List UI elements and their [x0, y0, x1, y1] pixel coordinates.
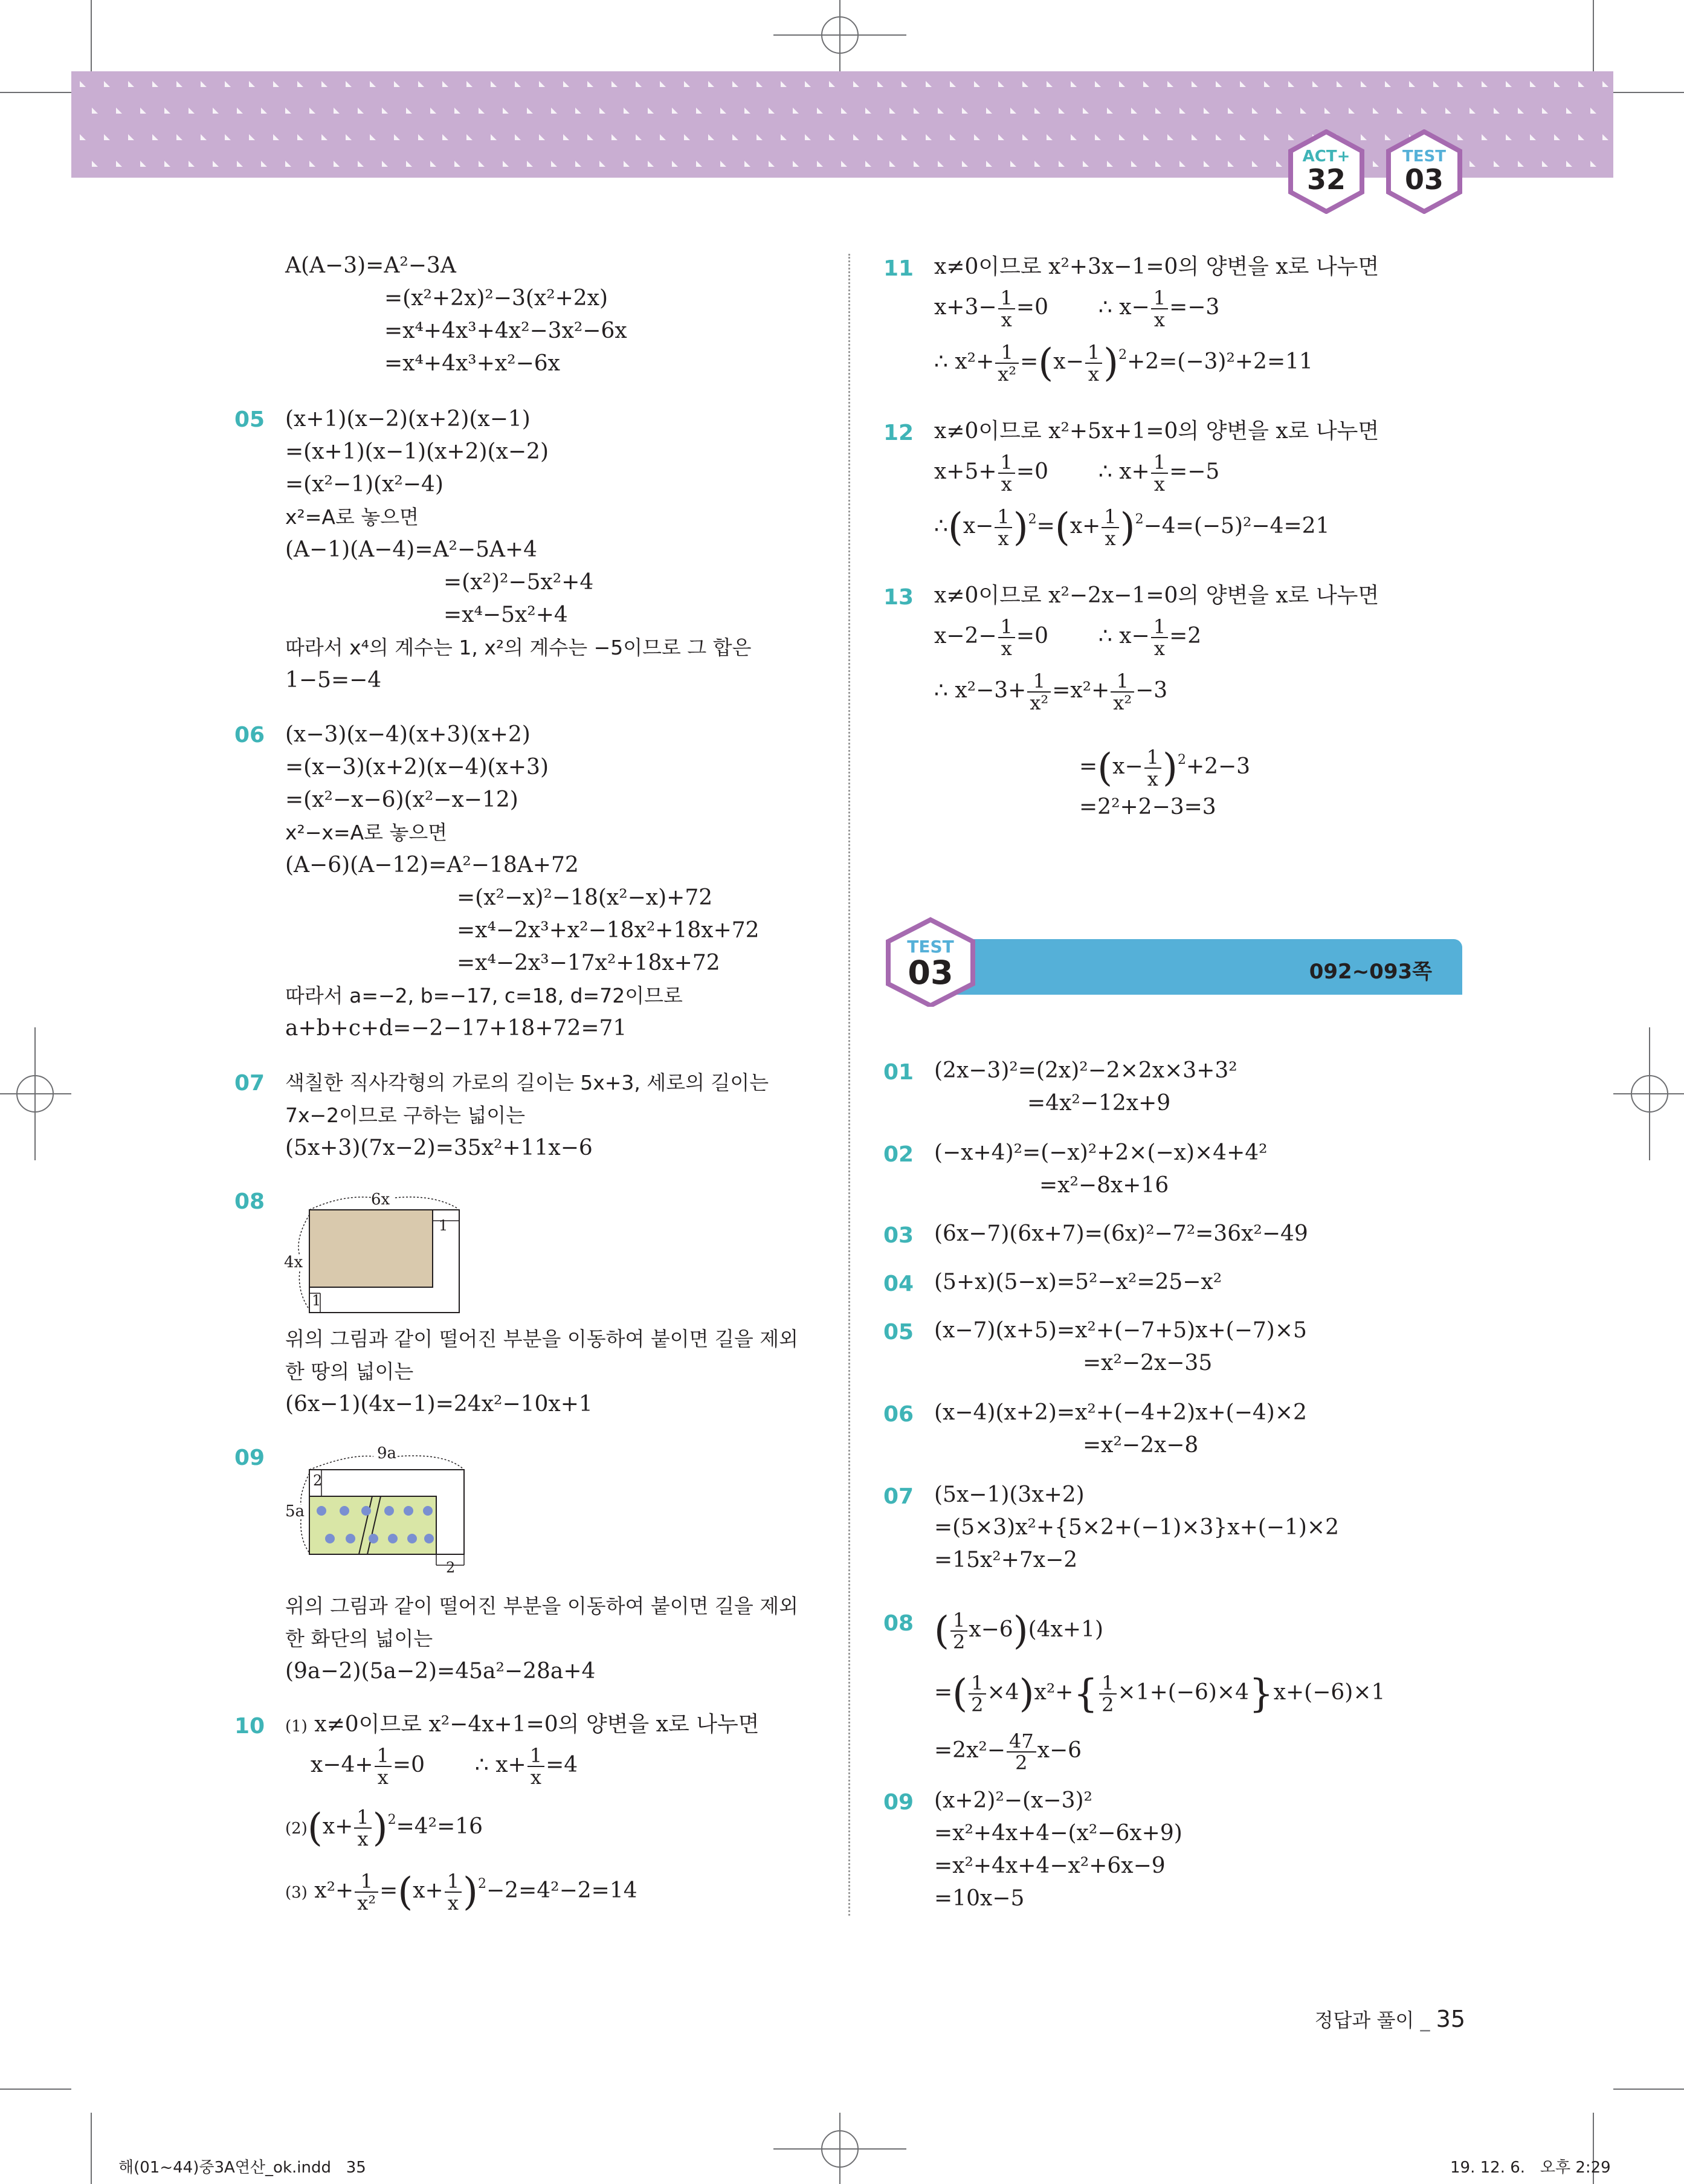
- p06-line: (A−6)(A−12)=A²−18A+72: [285, 853, 579, 877]
- p10-l1-text: x≠0이므로 x²−4x+1=0의 양변을 x로 나누면: [314, 1712, 760, 1737]
- fraction: [1144, 747, 1161, 789]
- fraction-numerator: 1: [1027, 671, 1051, 693]
- p13-l2-a: x−2−: [934, 624, 997, 648]
- p10-l3-a: x+: [322, 1814, 353, 1839]
- p11-l2-d: =−3: [1169, 295, 1220, 320]
- fraction-numerator: 1: [1151, 452, 1168, 474]
- registration-mark-right: [1613, 1027, 1684, 1160]
- print-timestamp: 19. 12. 6. 오후 2:29: [1450, 2159, 1611, 2177]
- p13-line-1: x≠0이므로 x²−2x−1=0의 양변을 x로 나누면: [934, 583, 1379, 608]
- p05-line: x²=A로 놓으면: [285, 505, 419, 529]
- t08-l2-a: =: [934, 1680, 953, 1705]
- fraction-numerator: 1: [375, 1745, 392, 1767]
- t08-l2-d: ×1+(−6)×4: [1117, 1680, 1249, 1705]
- p06-line: x²−x=A로 놓으면: [285, 821, 448, 844]
- t02-line: (−x+4)²=(−x)²+2×(−x)×4+4²: [934, 1140, 1268, 1165]
- p12-l3-a: ∴: [934, 514, 948, 538]
- fraction-denominator: 2: [971, 1693, 984, 1716]
- p10-tag-3: (3): [285, 1884, 308, 1902]
- p12-l3-b: x−: [963, 514, 994, 538]
- figure-09-drawing: [283, 1444, 470, 1577]
- fraction: [995, 342, 1019, 384]
- fraction-numerator: 1: [1085, 342, 1102, 364]
- fraction: [1151, 288, 1168, 330]
- fraction-denominator: x: [998, 527, 1009, 550]
- p11-line-3: ∴ x²+ $\frac{1}{\text{x²}}$ =(x− $\frac{1}{x}$ )$^2$+2=(−3)²+2=11: [934, 341, 1313, 386]
- p10-l2-d: =4: [546, 1753, 578, 1777]
- p10-line-1: [285, 1711, 760, 1740]
- p10-l4-b: =: [379, 1878, 398, 1903]
- t01-line: =4x²−12x+9: [1027, 1091, 1171, 1116]
- p13-line-3: [934, 671, 1167, 713]
- fraction-denominator: 2: [1102, 1693, 1114, 1716]
- fraction-denominator: x: [357, 1827, 369, 1850]
- test-number-01: 01: [883, 1060, 914, 1085]
- fraction-denominator: 2: [952, 1630, 966, 1653]
- t08-l1-c: (4x+1): [1028, 1617, 1104, 1642]
- test-header-label: TEST: [907, 937, 954, 957]
- p07-line: 색칠한 직사각형의 가로의 길이는 5x+3, 세로의 길이는: [285, 1071, 769, 1094]
- p12-line-3: ∴(x− $\frac{1}{x}$ )$^2$=(x+ $\frac{1}{x}$ )$^2$−4=(−5)²−4=21: [934, 505, 1330, 550]
- figure-08-bottom-gap: 1: [312, 1292, 321, 1309]
- p10-l3-b: =4²=16: [396, 1814, 483, 1839]
- t08-l2-e: x+(−6)×1: [1273, 1680, 1386, 1705]
- test-badge: [1385, 129, 1463, 214]
- intro-line-2: =(x²+2x)²−3(x²+2x): [384, 286, 608, 311]
- fraction-numerator: 1: [1111, 671, 1134, 693]
- t09-line: =10x−5: [934, 1886, 1025, 1911]
- t08-line-1: ( $\frac{1}{2}$ x−6)(4x+1): [934, 1609, 1104, 1653]
- registration-mark-bottom: [773, 2113, 906, 2184]
- fraction-denominator: x: [1001, 308, 1012, 331]
- figure-09-top-label: 9a: [377, 1444, 397, 1462]
- fraction: [1027, 671, 1051, 713]
- crop-mark: [91, 2113, 92, 2184]
- t02-line: =x²−8x+16: [1039, 1173, 1169, 1198]
- crop-mark: [1613, 2089, 1684, 2090]
- p05-line: 1−5=−4: [285, 668, 382, 693]
- test-number-07: 07: [883, 1484, 914, 1509]
- p11-line-2: [934, 288, 1219, 330]
- t07-line: =15x²+7x−2: [934, 1548, 1078, 1572]
- crop-mark: [0, 92, 71, 93]
- p06-line: (x−3)(x−4)(x+3)(x+2): [285, 722, 531, 747]
- test-number-05: 05: [883, 1320, 914, 1345]
- fraction: [969, 1673, 986, 1715]
- fraction-denominator: x: [377, 1766, 389, 1789]
- test-number-03: 03: [883, 1223, 914, 1248]
- fraction-denominator: x: [1001, 637, 1012, 660]
- fraction-denominator: x²: [1030, 691, 1049, 714]
- t06-line: (x−4)(x+2)=x²+(−4+2)x+(−4)×2: [934, 1400, 1307, 1425]
- p06-line: 따라서 a=−2, b=−17, c=18, d=72이므로: [285, 984, 683, 1007]
- p09-line: (9a−2)(5a−2)=45a²−28a+4: [285, 1659, 596, 1684]
- t01-line: (2x−3)²=(2x)²−2×2x×3+3²: [934, 1058, 1237, 1083]
- figure-09: [283, 1444, 470, 1577]
- p06-line: =x⁴−2x³+x²−18x²+18x+72: [457, 918, 760, 943]
- p09-line: 한 화단의 넓이는: [285, 1627, 433, 1650]
- problem-number-05: 05: [234, 407, 265, 432]
- p13-line-2: [934, 616, 1201, 659]
- p10-line-4: (3) x²+ $\frac{1}{\text{x²}}$ =(x+ $\frac{1}{x}$ )$^2$−2=4²−2=14: [285, 1870, 637, 1914]
- p10-l4-a: x²+: [314, 1878, 354, 1903]
- t05-line: (x−7)(x+5)=x²+(−7+5)x+(−7)×5: [934, 1318, 1307, 1343]
- fraction-numerator: 1: [950, 1610, 967, 1632]
- fraction-numerator: 1: [995, 342, 1019, 364]
- p10-l2-a: x−4+: [311, 1753, 373, 1777]
- t08-l2-b: ×4: [987, 1680, 1019, 1705]
- test-badge-number: 03: [1404, 163, 1444, 196]
- p12-l2-d: =−5: [1169, 459, 1220, 484]
- p06-line: =(x²−x−6)(x²−x−12): [285, 787, 518, 812]
- fraction-numerator: 1: [998, 288, 1015, 309]
- t07-line: =(5×3)x²+{5×2+(−1)×3}x+(−1)×2: [934, 1515, 1339, 1540]
- p13-l3-b: =x²+: [1052, 678, 1110, 703]
- fraction-numerator: 1: [998, 616, 1015, 638]
- p12-line-2: [934, 452, 1219, 494]
- fraction-numerator: 1: [969, 1673, 986, 1695]
- fraction-denominator: x: [1001, 473, 1012, 496]
- fraction-numerator: 1: [1151, 616, 1168, 638]
- fraction-numerator: 1: [1144, 747, 1161, 769]
- test-number-06: 06: [883, 1402, 914, 1427]
- fraction-numerator: 1: [1099, 1673, 1116, 1695]
- p07-line: (5x+3)(7x−2)=35x²+11x−6: [285, 1136, 593, 1160]
- column-divider: [848, 254, 850, 1916]
- fraction-denominator: x: [1153, 473, 1165, 496]
- p08-line: 한 땅의 넓이는: [285, 1360, 414, 1383]
- p05-line: =(x+1)(x−1)(x+2)(x−2): [285, 439, 549, 464]
- fraction-denominator: x: [1105, 527, 1116, 550]
- t08-l1-b: x−6: [969, 1617, 1013, 1642]
- p13-l2-c: ∴ x−: [1098, 624, 1150, 648]
- fraction-numerator: 1: [1151, 288, 1168, 309]
- problem-number-11: 11: [883, 256, 914, 281]
- intro-line-3: =x⁴+4x³+4x²−3x²−6x: [384, 318, 627, 343]
- t05-line: =x²−2x−35: [1083, 1351, 1213, 1375]
- p11-l3-a: ∴ x²+: [934, 349, 995, 374]
- fraction-denominator: x²: [998, 363, 1017, 386]
- intro-line-1: A(A−3)=A²−3A: [285, 253, 456, 278]
- test-header-number: 03: [908, 954, 953, 992]
- fraction: [998, 452, 1015, 494]
- fraction: [1151, 616, 1168, 659]
- crop-mark: [0, 2089, 71, 2090]
- p05-line: =x⁴−5x²+4: [444, 603, 568, 627]
- p10-l2-c: ∴ x+: [474, 1753, 526, 1777]
- problem-number-07: 07: [234, 1071, 265, 1096]
- crop-mark: [1613, 92, 1684, 93]
- p11-l2-b: =0: [1016, 295, 1048, 320]
- problem-number-12: 12: [883, 421, 914, 445]
- act-badge-number: 32: [1306, 163, 1346, 196]
- p11-l2-c: ∴ x−: [1098, 295, 1150, 320]
- fraction-numerator: 1: [995, 506, 1011, 528]
- problem-number-08: 08: [234, 1189, 265, 1214]
- t09-line: =x²+4x+4−x²+6x−9: [934, 1853, 1166, 1878]
- problem-number-10: 10: [234, 1714, 265, 1739]
- t08-line-3: [934, 1731, 1082, 1773]
- p06-line: a+b+c+d=−2−17+18+72=71: [285, 1016, 627, 1041]
- fraction-numerator: 1: [998, 452, 1015, 474]
- p10-tag-2: (2): [285, 1820, 308, 1838]
- test-badge-label: TEST: [1402, 147, 1446, 166]
- figure-08-right-gap: 1: [439, 1217, 448, 1234]
- p11-l3-b: =: [1020, 349, 1039, 374]
- p10-tag-1: (1): [285, 1717, 308, 1736]
- figure-08: [283, 1191, 464, 1317]
- problem-number-13: 13: [883, 585, 914, 610]
- p11-l3-d: +2=(−3)²+2=11: [1127, 349, 1313, 374]
- fraction-numerator: 1: [354, 1807, 371, 1829]
- p06-line: =(x−3)(x+2)(x−4)(x+3): [285, 755, 549, 780]
- p10-l4-d: −2=4²−2=14: [486, 1878, 637, 1903]
- test-number-02: 02: [883, 1142, 914, 1167]
- p12-l2-c: ∴ x+: [1098, 459, 1150, 484]
- test-page-range: 092~093쪽: [1309, 960, 1432, 984]
- registration-mark-left: [0, 1027, 71, 1160]
- test-section-header: [882, 916, 1462, 1007]
- fraction-numerator: 47: [1007, 1731, 1036, 1753]
- t08-line-2: =( $\frac{1}{2}$ ×4)x²+{ $\frac{1}{2}$ ×1+(−6)×4}x+(−6)×1: [934, 1672, 1386, 1716]
- fraction-numerator: 1: [445, 1871, 462, 1893]
- figure-09-left-label: 5a: [285, 1502, 305, 1520]
- fraction: [1151, 452, 1168, 494]
- p13-l4-c: +2−3: [1186, 754, 1251, 779]
- fraction-numerator: 1: [355, 1871, 378, 1893]
- fraction-denominator: x: [1147, 767, 1158, 790]
- fraction: [1085, 342, 1102, 384]
- fraction: [1099, 1673, 1116, 1715]
- p10-l2-b: =0: [392, 1753, 425, 1777]
- fraction: [1111, 671, 1134, 713]
- p12-l3-d: x+: [1069, 514, 1101, 538]
- fraction-denominator: 2: [1015, 1751, 1028, 1774]
- t04-line: (5+x)(5−x)=5²−x²=25−x²: [934, 1270, 1222, 1294]
- p11-l3-c: x−: [1053, 349, 1084, 374]
- p10-line-3: (2)(x+ $\frac{1}{x}$ )$^2$=4²=16: [285, 1806, 483, 1850]
- p08-line: 위의 그림과 같이 떨어진 부분을 이동하여 붙이면 길을 제외: [285, 1327, 798, 1351]
- t08-l2-c: x²+: [1034, 1680, 1074, 1705]
- p13-l2-d: =2: [1169, 624, 1202, 648]
- p12-l2-b: =0: [1016, 459, 1048, 484]
- band-pattern: [71, 71, 1613, 178]
- p10-line-2: [311, 1745, 578, 1788]
- fraction-numerator: 1: [1102, 506, 1118, 528]
- p06-line: =(x²−x)²−18(x²−x)+72: [457, 885, 713, 910]
- fraction-denominator: x: [1153, 308, 1165, 331]
- p12-l2-a: x+5+: [934, 459, 997, 484]
- p11-line-1: x≠0이므로 x²+3x−1=0의 양변을 x로 나누면: [934, 254, 1379, 279]
- p06-line: =x⁴−2x³−17x²+18x+72: [457, 951, 720, 975]
- fraction-denominator: x: [530, 1766, 541, 1789]
- figure-09-top-gap: 2: [313, 1472, 323, 1489]
- fraction: [375, 1745, 392, 1788]
- fraction: [1007, 1731, 1036, 1773]
- fraction-denominator: x: [447, 1892, 459, 1914]
- p05-line: =(x²−1)(x²−4): [285, 472, 444, 497]
- fraction-numerator: 1: [527, 1745, 544, 1767]
- p11-l2-a: x+3−: [934, 295, 997, 320]
- fraction: [998, 288, 1015, 330]
- fraction: [995, 506, 1011, 549]
- p12-l3-c: =: [1036, 514, 1055, 538]
- p12-l3-e: −4=(−5)²−4=21: [1143, 514, 1330, 538]
- crop-mark: [1593, 0, 1594, 71]
- p05-line: (A−1)(A−4)=A²−5A+4: [285, 537, 538, 562]
- t07-line: (5x−1)(3x+2): [934, 1482, 1085, 1507]
- test-number-09: 09: [883, 1790, 914, 1815]
- p05-line: 따라서 x⁴의 계수는 1, x²의 계수는 −5이므로 그 합은: [285, 636, 752, 659]
- fraction-denominator: x: [1153, 637, 1165, 660]
- test-number-08: 08: [883, 1611, 914, 1636]
- t08-l3-a: =2x²−: [934, 1738, 1005, 1763]
- figure-08-top-label: 6x: [371, 1191, 390, 1209]
- p13-l2-b: =0: [1016, 624, 1048, 648]
- page-footer: [1315, 2005, 1465, 2033]
- fraction-denominator: x: [1088, 363, 1099, 386]
- page-number: 35: [1436, 2006, 1465, 2032]
- fraction: [1102, 506, 1118, 549]
- p13-line-5: =2²+2−3=3: [1079, 795, 1216, 819]
- problem-number-06: 06: [234, 723, 265, 748]
- test-number-04: 04: [883, 1271, 914, 1296]
- p05-line: =(x²)²−5x²+4: [444, 570, 594, 595]
- act-badge-label: ACT+: [1302, 147, 1350, 166]
- file-name: 해(01~44)중3A연산_ok.indd 35: [118, 2159, 366, 2177]
- t09-line: =x²+4x+4−(x²−6x+9): [934, 1821, 1182, 1846]
- p13-l4-b: x−: [1112, 754, 1143, 779]
- fraction: [527, 1745, 544, 1788]
- registration-mark-top: [773, 0, 906, 71]
- page-separator: _: [1420, 2009, 1430, 2032]
- fraction-denominator: x²: [1113, 691, 1132, 714]
- p05-line: (x+1)(x−2)(x+2)(x−1): [285, 407, 531, 431]
- t08-l3-b: x−6: [1037, 1738, 1082, 1763]
- p12-line-1: x≠0이므로 x²+5x+1=0의 양변을 x로 나누면: [934, 419, 1379, 444]
- p13-line-4: =(x− $\frac{1}{x}$ )$^2$+2−3: [1079, 746, 1251, 790]
- fraction-denominator: x²: [357, 1892, 376, 1914]
- header-band: [71, 71, 1613, 178]
- p09-line: 위의 그림과 같이 떨어진 부분을 이동하여 붙이면 길을 제외: [285, 1594, 798, 1618]
- p13-l3-a: ∴ x²−3+: [934, 678, 1027, 703]
- fraction: [355, 1871, 378, 1913]
- crop-mark: [91, 0, 92, 71]
- fraction: [950, 1610, 967, 1652]
- p13-l3-c: −3: [1135, 678, 1168, 703]
- fraction: [445, 1871, 462, 1913]
- page-label: 정답과 풀이: [1314, 2009, 1415, 2032]
- p13-l4-a: =: [1079, 754, 1098, 779]
- figure-09-bottom-gap: 2: [446, 1559, 456, 1576]
- act-badge: [1287, 129, 1366, 214]
- problem-number-09: 09: [234, 1446, 265, 1470]
- p10-l4-c: x+: [413, 1878, 444, 1903]
- figure-08-left-label: 4x: [284, 1253, 303, 1271]
- p07-line: 7x−2이므로 구하는 넓이는: [285, 1103, 526, 1127]
- p08-line: (6x−1)(4x−1)=24x²−10x+1: [285, 1392, 593, 1417]
- fraction: [998, 616, 1015, 659]
- t09-line: (x+2)²−(x−3)²: [934, 1788, 1092, 1813]
- intro-line-4: =x⁴+4x³+x²−6x: [384, 351, 560, 376]
- t03-line: (6x−7)(6x+7)=(6x)²−7²=36x²−49: [934, 1221, 1308, 1246]
- t06-line: =x²−2x−8: [1083, 1433, 1199, 1458]
- figure-08-drawing: [283, 1191, 464, 1317]
- fraction: [354, 1807, 371, 1849]
